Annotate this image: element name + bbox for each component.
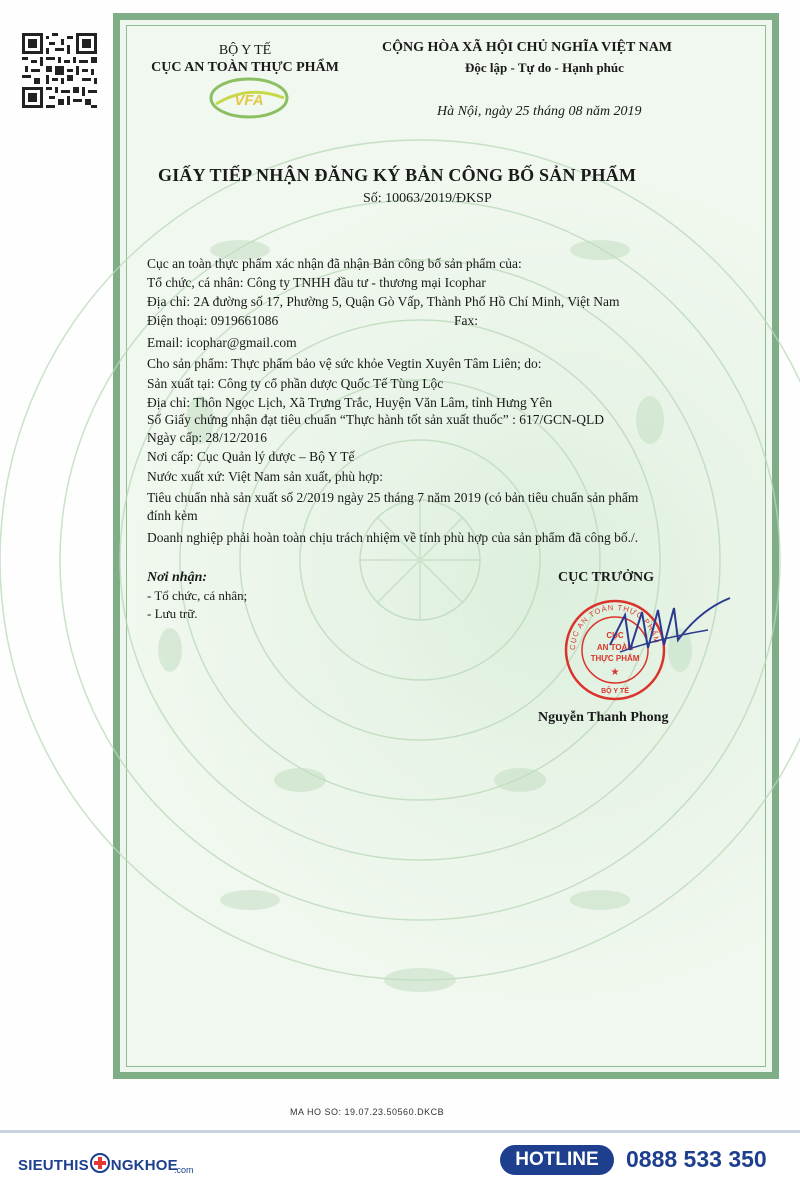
body-line-phone: Điện thoại: 0919661086 bbox=[147, 313, 279, 328]
brand-logo[interactable] bbox=[18, 1150, 178, 1174]
brand-suffix: NGKHOE bbox=[110, 1157, 178, 1174]
body-line-origin: Nước xuất xứ: Việt Nam sản xuất, phù hợp: bbox=[147, 469, 383, 484]
body-line-email: Email: icophar@gmail.com bbox=[147, 335, 297, 350]
body-line-address: Địa chỉ: 2A đường số 17, Phường 5, Quận Gò Vấp, Thành Phố Hồ Chí Minh, Việt Nam bbox=[147, 294, 620, 309]
page-title: GIẤY TIẾP NHẬN ĐĂNG KÝ BẢN CÔNG BỐ SẢN PHẨM bbox=[158, 165, 637, 185]
national-motto: Độc lập - Tự do - Hạnh phúc bbox=[465, 60, 624, 75]
ministry-name: BỘ Y TẾ bbox=[218, 43, 272, 58]
body-line-responsibility: Doanh nghiệp phải hoàn toàn chịu trách nhiệm về tính phù hợp của sản phẩm đã công bố./. bbox=[147, 530, 639, 545]
recipient-item: - Lưu trữ. bbox=[147, 606, 198, 621]
signatory-name: Nguyễn Thanh Phong bbox=[538, 710, 669, 725]
body-line-fax: Fax: bbox=[454, 313, 479, 328]
body-line-issuer: Nơi cấp: Cục Quản lý dược – Bộ Y Tế bbox=[147, 449, 355, 464]
hotline-button[interactable]: HOTLINE bbox=[500, 1145, 614, 1175]
medical-cross-icon bbox=[90, 1153, 110, 1173]
brand-prefix: SIEUTHIS bbox=[18, 1157, 89, 1174]
stamp-bottom-text: BỘ Y TẾ bbox=[601, 688, 629, 695]
stamp-line-2: AN TOÀN bbox=[596, 643, 634, 652]
issue-date: Hà Nội, ngày 25 tháng 08 năm 2019 bbox=[437, 104, 642, 119]
document-number: Số: 10063/2019/ĐKSP bbox=[363, 191, 492, 206]
stamp-line-3: THỰC PHẨM bbox=[590, 654, 640, 663]
body-line-attachment: đính kèm bbox=[147, 508, 198, 523]
vfa-logo-icon bbox=[208, 76, 290, 120]
stamp-ring-text: CỤC AN TOÀN THỰC PHẨM bbox=[567, 602, 662, 651]
signature-icon bbox=[590, 590, 740, 670]
department-name: CỤC AN TOÀN THỰC PHẨM bbox=[151, 60, 339, 75]
body-line-organization: Tổ chức, cá nhân: Công ty TNHH đầu tư - thương mại Icophar bbox=[147, 275, 486, 290]
stamp-star: ★ bbox=[610, 667, 620, 678]
body-line-product: Cho sản phẩm: Thực phẩm bảo vệ sức khỏe Vegtin Xuyên Tâm Liên; do: bbox=[147, 356, 542, 371]
recipient-item: - Tổ chức, cá nhân; bbox=[147, 588, 248, 603]
signatory-role: CỤC TRƯỞNG bbox=[558, 570, 655, 585]
stamp-line-1: CỤC bbox=[606, 631, 624, 640]
hotline-number[interactable]: 0888 533 350 bbox=[626, 1146, 767, 1172]
body-line-intro: Cục an toàn thực phẩm xác nhận đã nhận Bản công bố sản phẩm của: bbox=[147, 256, 522, 271]
body-line-issue-date: Ngày cấp: 28/12/2016 bbox=[147, 430, 267, 445]
body-line-manufacturer: Sản xuất tại: Công ty cổ phần dược Quốc Tế Tùng Lộc bbox=[147, 376, 444, 391]
recipients-heading: Nơi nhận: bbox=[147, 570, 208, 585]
body-line-standard: Tiêu chuẩn nhà sản xuất số 2/2019 ngày 25 tháng 7 năm 2019 (có bản tiêu chuẩn sản phẩm bbox=[147, 490, 639, 505]
body-line-gmp-certificate: Số Giấy chứng nhận đạt tiêu chuẩn “Thực hành tốt sản xuất thuốc” : 617/GCN-QLD bbox=[147, 412, 605, 427]
vfa-logo-text: VFA bbox=[234, 92, 264, 109]
brand-domain: .com bbox=[174, 1165, 194, 1175]
document-reference-code: MA HO SO: 19.07.23.50560.DKCB bbox=[290, 1107, 445, 1117]
country-name: CỘNG HÒA XÃ HỘI CHỦ NGHĨA VIỆT NAM bbox=[382, 40, 673, 55]
body-line-manufacturer-address: Địa chỉ: Thôn Ngọc Lịch, Xã Trưng Trắc, Huyện Văn Lâm, tỉnh Hưng Yên bbox=[147, 395, 553, 410]
